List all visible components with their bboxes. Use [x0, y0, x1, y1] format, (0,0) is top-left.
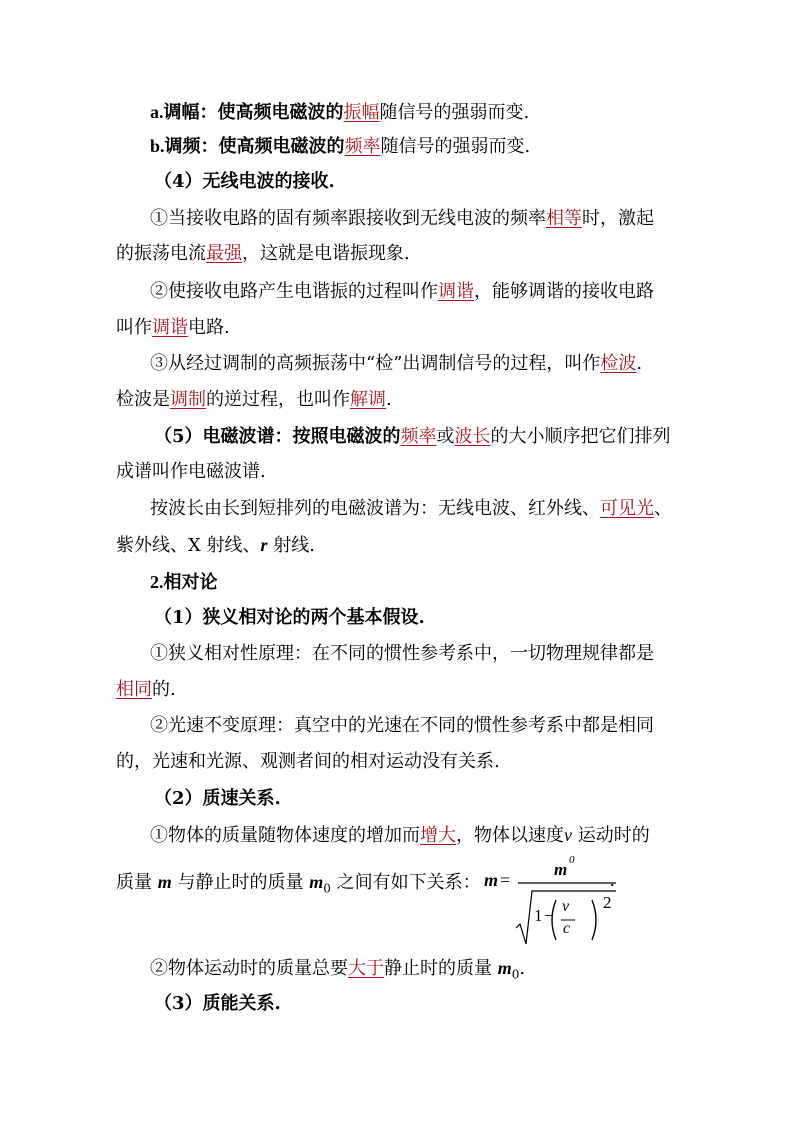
- heading-reception: （4）无线电波的接收.: [154, 171, 335, 192]
- line-am: a.调幅：使高频电磁波的振幅随信号的强弱而变.: [150, 102, 530, 123]
- line-spectrum: （5）电磁波谱：按照电磁波的频率或波长的大小顺序把它们排列: [154, 426, 671, 447]
- line-postulate-1: ①狭义相对性原理：在不同的惯性参考系中，一切物理规律都是: [150, 643, 654, 664]
- formula-power: 2: [603, 893, 612, 912]
- line-postulate-1-cont: 相同的.: [116, 679, 176, 700]
- formula-c: c: [563, 920, 571, 937]
- formula-one: 1: [534, 906, 543, 925]
- line-postulate-2: ②光速不变原理：真空中的光速在不同的惯性参考系中都是相同: [150, 715, 654, 736]
- line-mass-velocity-1-cont: 质量 m 与静止时的质量 $m_0$ 之间有如下关系：: [116, 872, 481, 896]
- line-mass-velocity-1: ①物体的质量随物体速度的增加而增大，物体以速度v 运动时的: [150, 825, 650, 846]
- formula-lhs: m: [484, 870, 499, 890]
- answer-pinlv: 频率: [344, 136, 381, 157]
- line-spectrum-order-cont: 紫外线、X 射线、r 射线.: [116, 535, 316, 556]
- formula-minus: −: [544, 906, 554, 925]
- heading-mass-energy: （3）质能关系.: [154, 993, 281, 1014]
- formula-v: v: [562, 898, 570, 915]
- heading-postulates: （1）狭义相对论的两个基本假设.: [154, 607, 425, 628]
- line-postulate-2-cont: 的，光速和光源、观测者间的相对运动没有关系.: [116, 751, 500, 772]
- line-reception-3-cont: 检波是调制的逆过程，也叫作解调.: [116, 389, 392, 410]
- line-spectrum-cont: 成谱叫作电磁波谱.: [116, 461, 266, 482]
- heading-mass-velocity: （2）质速关系.: [154, 788, 281, 809]
- heading-relativity: 2.相对论: [150, 572, 218, 592]
- formula-end: .: [610, 870, 615, 890]
- answer-zhenfu: 振幅: [343, 102, 380, 123]
- formula-numerator-sup: 0: [569, 854, 575, 866]
- line-reception-1-cont: 的振荡电流最强，这就是电谐振现象.: [116, 243, 410, 264]
- line-fm: b.调频：使高频电磁波的频率随信号的强弱而变.: [150, 136, 531, 157]
- formula-eq: =: [500, 870, 511, 890]
- line-reception-3: ③从经过调制的高频振荡中“检”出调制信号的过程，叫作检波.: [150, 353, 643, 374]
- line-spectrum-order: 按波长由长到短排列的电磁波谱为：无线电波、红外线、可见光、: [150, 498, 672, 519]
- mass-formula: [482, 854, 622, 950]
- line-mass-velocity-2: ②物体运动时的质量总要大于静止时的质量 $m_0$.: [150, 958, 526, 982]
- line-reception-1: ①当接收电路的固有频率跟接收到无线电波的频率相等时，激起: [150, 208, 654, 229]
- line-reception-2: ②使接收电路产生电谐振的过程叫作调谐，能够调谐的接收电路: [150, 281, 654, 302]
- formula-numerator: m: [554, 860, 568, 879]
- line-reception-2-cont: 叫作调谐电路.: [116, 317, 230, 338]
